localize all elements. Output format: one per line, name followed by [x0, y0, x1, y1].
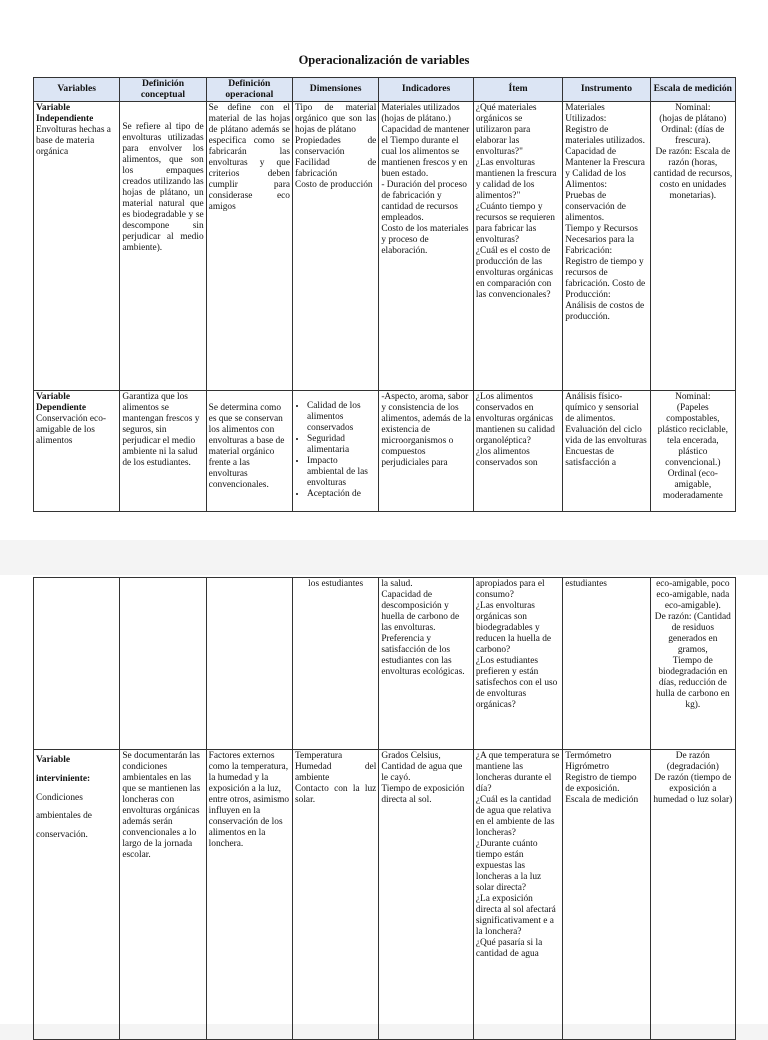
- cell-variable: [34, 578, 120, 750]
- list-item: • Aceptación de: [307, 489, 376, 500]
- header-definicion-conceptual: Definición conceptual: [120, 78, 206, 102]
- header-instrumento: Instrumento: [563, 78, 650, 102]
- cell-dimensiones: Tipo de material orgánico que son las hojas de plátano Propiedades de conservación Facilidad de fabricación Costo de producción: [292, 102, 378, 391]
- table-row-dependiente-cont: [34, 578, 736, 750]
- cell-variable: [34, 750, 120, 1040]
- cell-escala: Nominal: (Papeles compostables, plástico reciclable, tela encerada, plástico convencional.) Ordinal (eco-amigable, moderadamente: [650, 391, 735, 512]
- page-title: Operacionalización de variables: [298, 53, 470, 67]
- table-row-dependiente: [34, 391, 736, 512]
- dimensiones-list: [295, 401, 376, 500]
- cell-conceptual: Se refiere al tipo de envolturas utilizadas para envolver los alimentos, que son los empaques creados utilizando las hojas de plátano, un material natural que es biodegradable y se descompone sin perjudicar al medio ambiente).: [120, 102, 206, 391]
- cell-item: apropiados para el consumo? ¿Las envolturas orgánicas son biodegradables y reducen la huella de carbono? ¿Los estudiantes prefieren y están satisfechos con el uso de envolturas orgánicas?: [473, 578, 562, 750]
- cell-dimensiones: [292, 391, 378, 512]
- cell-operacional: [206, 578, 292, 750]
- cell-operacional: Se determina como es que se conservan los alimentos con envolturas a base de material orgánico frente a las envolturas convencionales.: [206, 391, 292, 512]
- cell-operacional: Factores externos como la temperatura, la humedad y la exposición a la luz, entre otros, asimismo influyen en la conservación de los alimentos en la lonchera.: [206, 750, 292, 1040]
- variables-table-page-2: [33, 577, 736, 1040]
- table-header-row: [34, 78, 736, 102]
- cell-variable: [34, 391, 120, 512]
- variables-table-page-1: [33, 77, 736, 512]
- cell-indicadores: la salud. Capacidad de descomposición y huella de carbono de las envolturas. Preferencia y satisfacción de los estudiantes con las envolturas ecológicas.: [379, 578, 474, 750]
- table-row-interviniente: [34, 750, 736, 1040]
- cell-indicadores: Materiales utilizados (hojas de plátano.) Capacidad de mantener el Tiempo durante el cual los alimentos se mantienen frescos y en buen estado. - Duración del proceso de fabricación y cantidad de recursos empleados. Costo de los materiales y proceso de elaboración.: [379, 102, 474, 391]
- variable-description: Envolturas hechas a base de materia orgánica: [36, 125, 111, 158]
- list-item: • Seguridad alimentaria: [307, 434, 376, 456]
- variable-name: Variable Independiente: [36, 103, 94, 125]
- cell-indicadores: -Aspecto, aroma, sabor y consistencia de los alimentos, además de la existencia de microorganismos o compuestos perjudiciales para: [379, 391, 474, 512]
- variable-description: Conservación eco-amigable de los alimentos: [36, 414, 107, 447]
- cell-dimensiones: Temperatura Humedad del ambiente Contacto con la luz solar.: [292, 750, 378, 1040]
- cell-instrumento: estudiantes: [563, 578, 650, 750]
- cell-conceptual: Se documentarán las condiciones ambientales en las que se mantienen las loncheras con envolturas orgánicas además serán convencionales a lo largo de la jornada escolar.: [120, 750, 206, 1040]
- header-escala: Escala de medición: [650, 78, 735, 102]
- cell-item: ¿A que temperatura se mantiene las loncheras durante el día? ¿Cuál es la cantidad de agua que relativa en el ambiente de las loncheras? ¿Durante cuánto tiempo están expuestas las loncheras a la luz solar directa? ¿La exposición directa al sol afectará significativament e a la lonchera? ¿Qué pasaría si la cantidad de agua: [473, 750, 562, 1040]
- header-item: Ítem: [473, 78, 562, 102]
- cell-indicadores: Grados Celsius, Cantidad de agua que le cayó. Tiempo de exposición directa al sol.: [379, 750, 474, 1040]
- cell-instrumento: Termómetro Higrómetro Registro de tiempo de exposición. Escala de medición: [563, 750, 650, 1040]
- list-item: • Calidad de los alimentos conservados: [307, 401, 376, 434]
- header-indicadores: Indicadores: [379, 78, 474, 102]
- cell-variable: [34, 102, 120, 391]
- variable-description: Condiciones ambientales de conservación.: [36, 792, 92, 841]
- cell-item: ¿Qué materiales orgánicos se utilizaron para elaborar las envolturas?" ¿Las envolturas mantienen la frescura y calidad de los alimentos?" ¿Cuánto tiempo y recursos se requieren para fabricar las envolturas? ¿Cuál es el costo de producción de las envolturas orgánicas en comparación con las convencionales?: [473, 102, 562, 391]
- cell-instrumento: Análisis físico-químico y sensorial de alimentos. Evaluación del ciclo vida de las envolturas Encuestas de satisfacción a: [563, 391, 650, 512]
- cell-instrumento: Materiales Utilizados: Registro de materiales utilizados. Capacidad de Mantener la Frescura y Calidad de los Alimentos: Pruebas de conservación de alimentos. Tiempo y Recursos Necesarios para la Fabricación: Registro de tiempo y recursos de fabricación. Costo de Producción: Análisis de costos de producción.: [563, 102, 650, 391]
- cell-conceptual: Garantiza que los alimentos se mantengan frescos y seguros, sin perjudicar el medio ambiente ni la salud de los estudiantes.: [120, 391, 206, 512]
- list-item: • Impacto ambiental de las envolturas: [307, 456, 376, 489]
- cell-escala: Nominal: (hojas de plátano) Ordinal: (días de frescura). De razón: Escala de razón (horas, cantidad de recursos, costo en unidades monetarias).: [650, 102, 735, 391]
- cell-escala: eco-amigable, poco eco-amigable, nada eco-amigable). De razón: (Cantidad de residuos generados en gramos, Tiempo de biodegradación en días, reducción de hulla de carbono en kg).: [650, 578, 735, 750]
- cell-dimensiones: los estudiantes: [292, 578, 378, 750]
- header-definicion-operacional: Definición operacional: [206, 78, 292, 102]
- cell-item: ¿Los alimentos conservados en envolturas orgánicas mantienen su calidad organoléptica? ¿los alimentos conservados son: [473, 391, 562, 512]
- header-variables: Variables: [34, 78, 120, 102]
- cell-operacional: Se define con el material de las hojas de plátano además se especifica como se fabricarán las envolturas y que criterios deben cumplir para considerase eco amigos: [206, 102, 292, 391]
- table-row-independiente: [34, 102, 736, 391]
- variable-name: Variable interviniente:: [36, 755, 91, 784]
- variable-name: Variable Dependiente: [36, 392, 86, 414]
- header-dimensiones: Dimensiones: [292, 78, 378, 102]
- cell-escala: De razón (degradación) De razón (tiempo de exposición a humedad o luz solar): [650, 750, 735, 1040]
- cell-conceptual: [120, 578, 206, 750]
